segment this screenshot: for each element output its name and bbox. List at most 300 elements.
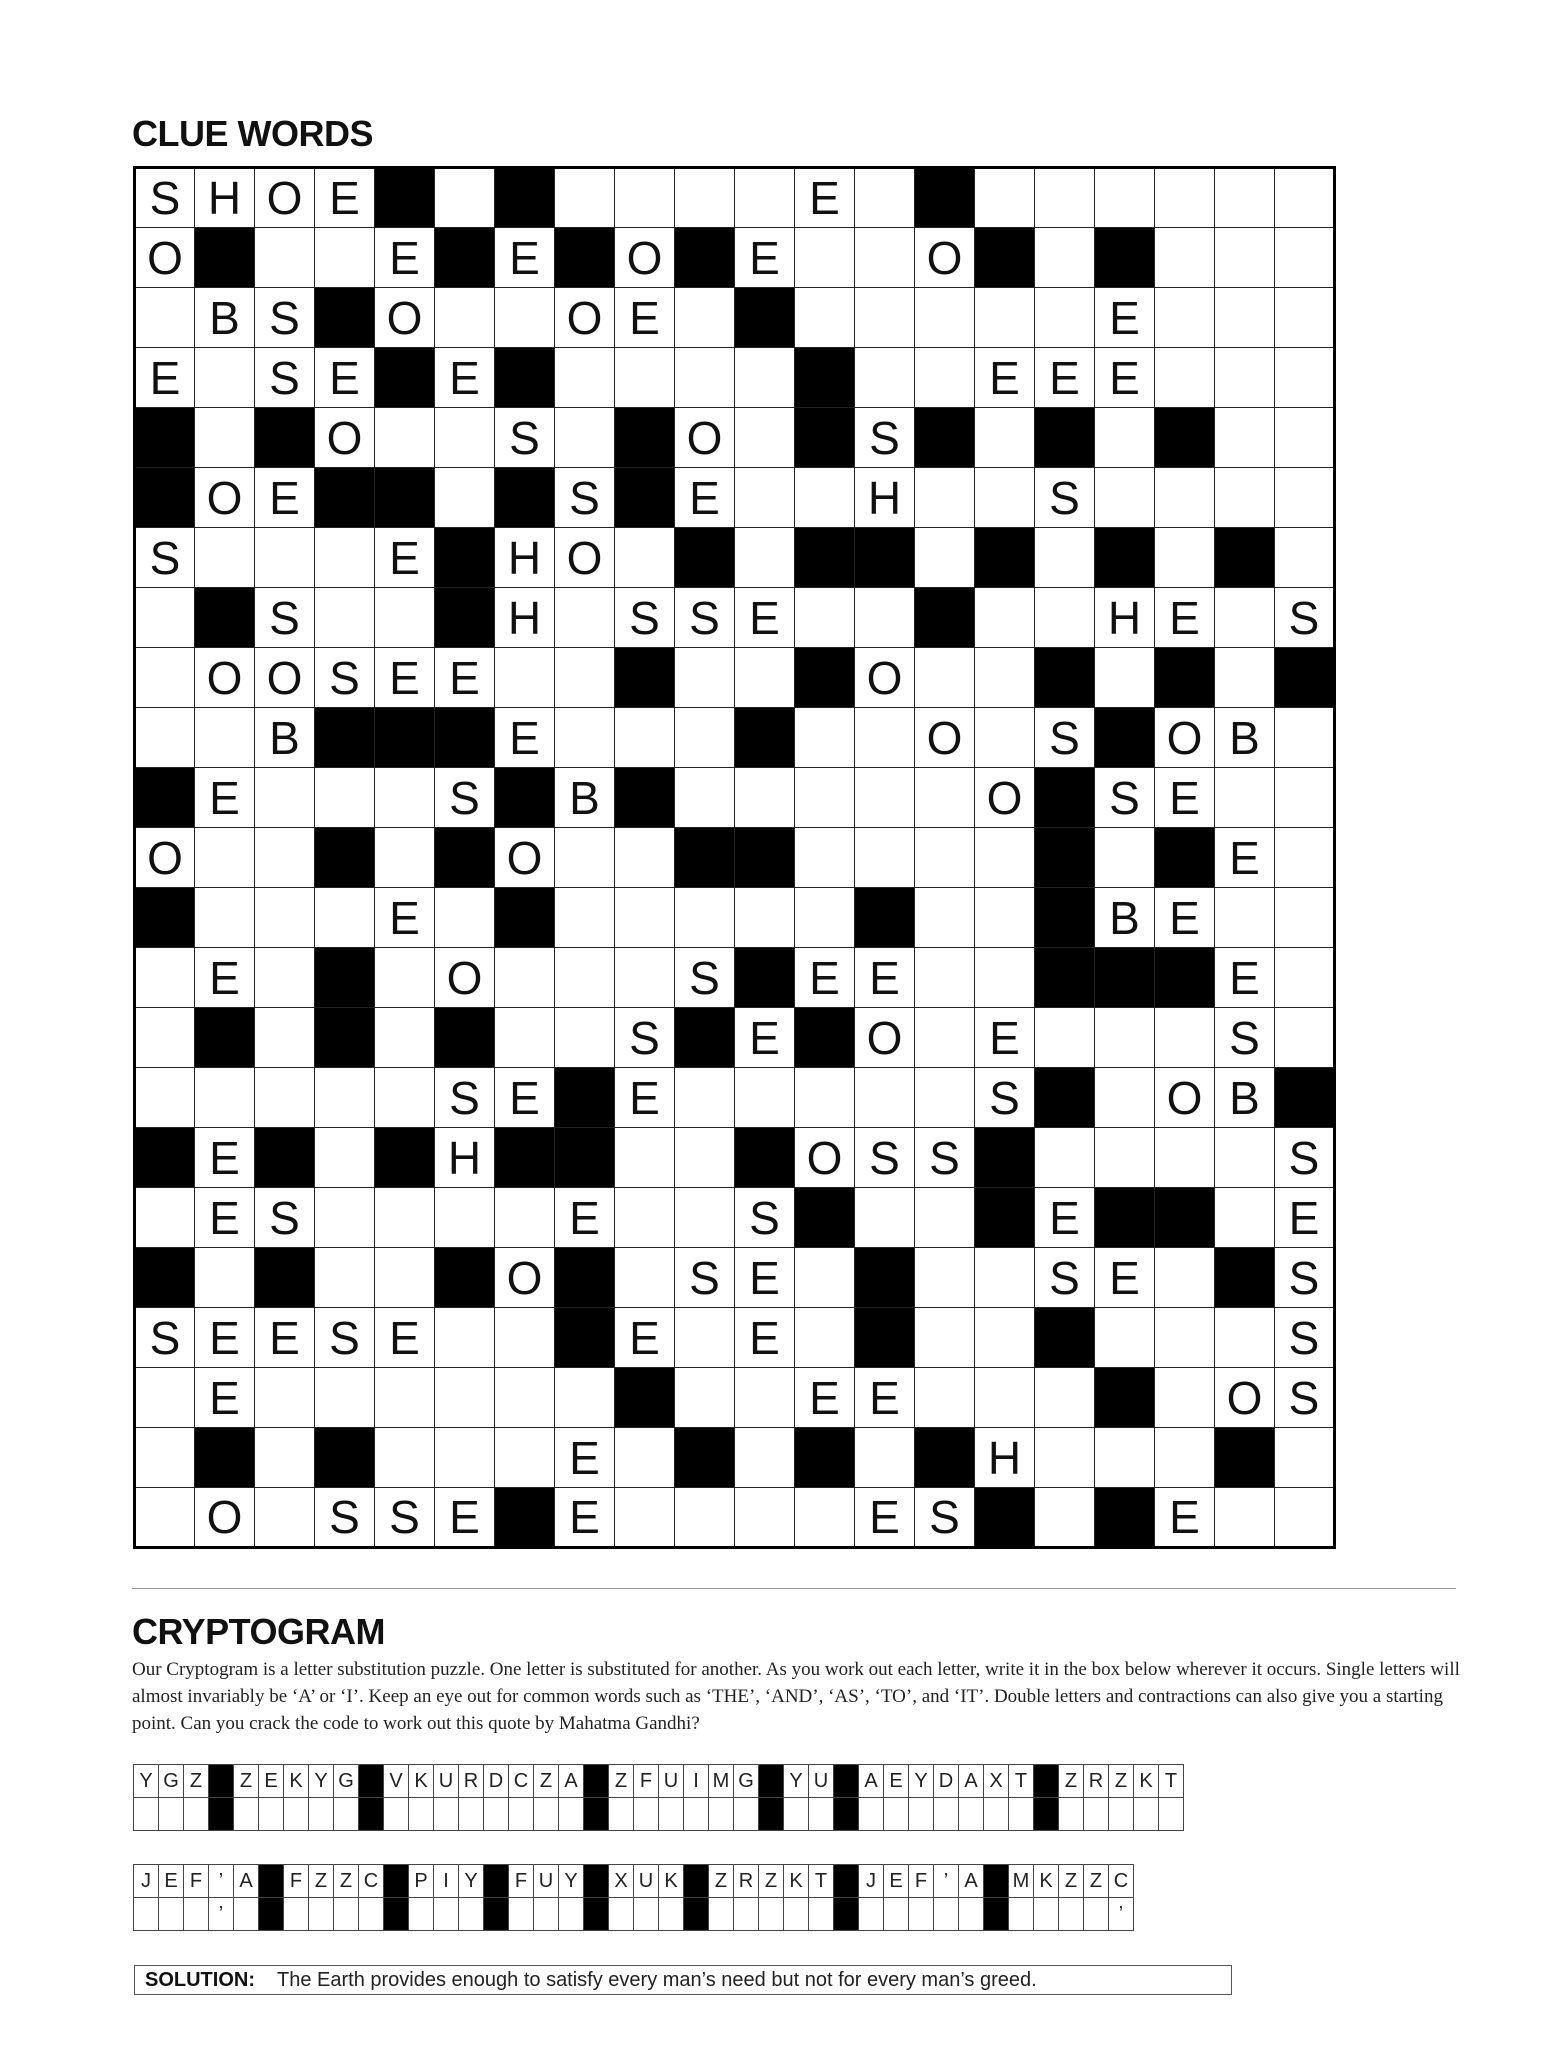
grid-cell[interactable] <box>915 1008 975 1068</box>
grid-cell[interactable] <box>255 1368 315 1428</box>
answer-cell[interactable] <box>184 1798 209 1831</box>
grid-cell[interactable] <box>795 1488 855 1548</box>
grid-cell[interactable] <box>375 408 435 468</box>
grid-cell[interactable] <box>615 828 675 888</box>
grid-cell[interactable] <box>1035 1008 1095 1068</box>
grid-cell[interactable] <box>855 228 915 288</box>
grid-cell[interactable]: E <box>435 348 495 408</box>
grid-cell[interactable]: E <box>1095 348 1155 408</box>
grid-cell[interactable]: S <box>135 528 195 588</box>
grid-cell[interactable] <box>1275 888 1335 948</box>
grid-cell[interactable] <box>915 528 975 588</box>
grid-cell[interactable] <box>1035 1488 1095 1548</box>
grid-cell[interactable] <box>1275 828 1335 888</box>
grid-cell[interactable] <box>555 1368 615 1428</box>
grid-cell[interactable] <box>375 1068 435 1128</box>
grid-cell[interactable]: O <box>135 228 195 288</box>
grid-cell[interactable] <box>435 888 495 948</box>
grid-cell[interactable] <box>375 948 435 1008</box>
grid-cell[interactable]: B <box>195 288 255 348</box>
answer-cell[interactable] <box>359 1898 384 1931</box>
grid-cell[interactable] <box>555 588 615 648</box>
grid-cell[interactable] <box>975 1368 1035 1428</box>
grid-cell[interactable] <box>375 1428 435 1488</box>
grid-cell[interactable] <box>315 1188 375 1248</box>
answer-cell[interactable] <box>809 1898 834 1931</box>
answer-cell[interactable] <box>434 1798 459 1831</box>
grid-cell[interactable]: O <box>495 1248 555 1308</box>
grid-cell[interactable] <box>975 588 1035 648</box>
grid-cell[interactable]: O <box>795 1128 855 1188</box>
answer-cell[interactable] <box>1059 1798 1084 1831</box>
grid-cell[interactable] <box>675 1128 735 1188</box>
grid-cell[interactable]: S <box>1275 1308 1335 1368</box>
grid-cell[interactable] <box>975 1248 1035 1308</box>
answer-cell[interactable] <box>334 1798 359 1831</box>
grid-cell[interactable]: B <box>555 768 615 828</box>
grid-cell[interactable]: E <box>795 1368 855 1428</box>
answer-cell[interactable] <box>1084 1898 1109 1931</box>
answer-cell[interactable] <box>884 1898 909 1931</box>
grid-cell[interactable]: E <box>435 1488 495 1548</box>
grid-cell[interactable] <box>795 708 855 768</box>
grid-cell[interactable]: S <box>435 1068 495 1128</box>
grid-cell[interactable] <box>915 768 975 828</box>
grid-cell[interactable] <box>375 588 435 648</box>
grid-cell[interactable]: O <box>975 768 1035 828</box>
grid-cell[interactable] <box>555 408 615 468</box>
grid-cell[interactable]: E <box>255 468 315 528</box>
grid-cell[interactable] <box>555 348 615 408</box>
grid-cell[interactable]: E <box>555 1428 615 1488</box>
grid-cell[interactable] <box>855 828 915 888</box>
grid-cell[interactable]: S <box>255 288 315 348</box>
grid-cell[interactable] <box>975 1308 1035 1368</box>
grid-cell[interactable] <box>735 1368 795 1428</box>
grid-cell[interactable] <box>1275 228 1335 288</box>
grid-cell[interactable]: E <box>495 228 555 288</box>
grid-cell[interactable] <box>1095 648 1155 708</box>
grid-cell[interactable] <box>495 948 555 1008</box>
grid-cell[interactable]: S <box>855 1128 915 1188</box>
grid-cell[interactable] <box>1275 348 1335 408</box>
answer-cell[interactable] <box>659 1898 684 1931</box>
grid-cell[interactable] <box>315 228 375 288</box>
grid-cell[interactable] <box>135 288 195 348</box>
grid-cell[interactable]: E <box>195 1188 255 1248</box>
grid-cell[interactable] <box>915 1248 975 1308</box>
answer-cell[interactable] <box>609 1798 634 1831</box>
answer-cell[interactable] <box>959 1798 984 1831</box>
grid-cell[interactable] <box>1275 468 1335 528</box>
answer-cell[interactable] <box>1109 1798 1134 1831</box>
grid-cell[interactable] <box>315 1068 375 1128</box>
grid-cell[interactable]: S <box>555 468 615 528</box>
answer-cell[interactable] <box>384 1798 409 1831</box>
grid-cell[interactable] <box>615 948 675 1008</box>
grid-cell[interactable] <box>735 648 795 708</box>
answer-cell[interactable] <box>409 1798 434 1831</box>
grid-cell[interactable] <box>195 408 255 468</box>
answer-cell[interactable] <box>1134 1798 1159 1831</box>
grid-cell[interactable] <box>495 1008 555 1068</box>
grid-cell[interactable]: S <box>255 588 315 648</box>
grid-cell[interactable]: E <box>495 1068 555 1128</box>
grid-cell[interactable]: O <box>675 408 735 468</box>
grid-cell[interactable] <box>555 828 615 888</box>
grid-cell[interactable] <box>1155 348 1215 408</box>
grid-cell[interactable]: O <box>1155 1068 1215 1128</box>
grid-cell[interactable] <box>855 708 915 768</box>
grid-cell[interactable] <box>1215 228 1275 288</box>
grid-cell[interactable] <box>1215 348 1275 408</box>
grid-cell[interactable]: O <box>1155 708 1215 768</box>
grid-cell[interactable] <box>255 828 315 888</box>
grid-cell[interactable]: O <box>375 288 435 348</box>
grid-cell[interactable]: E <box>195 948 255 1008</box>
grid-cell[interactable]: S <box>375 1488 435 1548</box>
grid-cell[interactable] <box>795 588 855 648</box>
grid-cell[interactable]: S <box>1035 468 1095 528</box>
grid-cell[interactable] <box>975 708 1035 768</box>
grid-cell[interactable]: O <box>495 828 555 888</box>
answer-cell[interactable] <box>1084 1798 1109 1831</box>
grid-cell[interactable] <box>315 768 375 828</box>
grid-cell[interactable] <box>1275 1428 1335 1488</box>
grid-cell[interactable] <box>1095 468 1155 528</box>
answer-cell[interactable] <box>634 1898 659 1931</box>
grid-cell[interactable] <box>435 1188 495 1248</box>
grid-cell[interactable]: E <box>1155 768 1215 828</box>
grid-cell[interactable] <box>735 1488 795 1548</box>
grid-cell[interactable] <box>195 828 255 888</box>
grid-cell[interactable] <box>375 1008 435 1068</box>
grid-cell[interactable] <box>615 348 675 408</box>
answer-cell[interactable] <box>859 1898 884 1931</box>
answer-cell[interactable] <box>509 1798 534 1831</box>
answer-cell[interactable] <box>234 1898 259 1931</box>
answer-cell[interactable] <box>284 1798 309 1831</box>
grid-cell[interactable]: S <box>735 1188 795 1248</box>
grid-cell[interactable] <box>795 228 855 288</box>
grid-cell[interactable] <box>555 168 615 228</box>
grid-cell[interactable] <box>195 348 255 408</box>
grid-cell[interactable]: S <box>1215 1008 1275 1068</box>
grid-cell[interactable] <box>615 1128 675 1188</box>
grid-cell[interactable] <box>1155 1368 1215 1428</box>
grid-cell[interactable] <box>615 708 675 768</box>
grid-cell[interactable] <box>315 1368 375 1428</box>
grid-cell[interactable] <box>1155 1308 1215 1368</box>
answer-cell[interactable] <box>709 1898 734 1931</box>
grid-cell[interactable] <box>975 948 1035 1008</box>
grid-cell[interactable] <box>675 348 735 408</box>
grid-cell[interactable]: S <box>255 348 315 408</box>
grid-cell[interactable] <box>1215 588 1275 648</box>
grid-cell[interactable]: S <box>1275 1128 1335 1188</box>
grid-cell[interactable] <box>315 888 375 948</box>
grid-cell[interactable]: O <box>435 948 495 1008</box>
grid-cell[interactable] <box>915 1368 975 1428</box>
grid-cell[interactable]: S <box>675 1248 735 1308</box>
answer-cell[interactable] <box>659 1798 684 1831</box>
grid-cell[interactable]: S <box>1035 1248 1095 1308</box>
grid-cell[interactable] <box>735 1068 795 1128</box>
grid-cell[interactable]: O <box>915 708 975 768</box>
grid-cell[interactable] <box>135 948 195 1008</box>
grid-cell[interactable] <box>915 1308 975 1368</box>
grid-cell[interactable]: E <box>195 1128 255 1188</box>
grid-cell[interactable] <box>1215 408 1275 468</box>
answer-cell[interactable] <box>934 1798 959 1831</box>
grid-cell[interactable] <box>795 828 855 888</box>
grid-cell[interactable]: S <box>1095 768 1155 828</box>
answer-cell[interactable] <box>909 1798 934 1831</box>
grid-cell[interactable] <box>375 1368 435 1428</box>
grid-cell[interactable] <box>1035 228 1095 288</box>
grid-cell[interactable] <box>1035 168 1095 228</box>
grid-cell[interactable] <box>135 1068 195 1128</box>
grid-cell[interactable]: B <box>1095 888 1155 948</box>
grid-cell[interactable] <box>1095 408 1155 468</box>
grid-cell[interactable] <box>435 468 495 528</box>
answer-cell[interactable] <box>734 1898 759 1931</box>
grid-cell[interactable]: S <box>1275 1248 1335 1308</box>
grid-cell[interactable]: E <box>735 228 795 288</box>
grid-cell[interactable]: O <box>615 228 675 288</box>
grid-cell[interactable] <box>1215 768 1275 828</box>
grid-cell[interactable] <box>615 888 675 948</box>
grid-cell[interactable] <box>375 828 435 888</box>
grid-cell[interactable] <box>315 528 375 588</box>
grid-cell[interactable] <box>375 768 435 828</box>
grid-cell[interactable]: E <box>855 948 915 1008</box>
answer-cell[interactable] <box>459 1798 484 1831</box>
grid-cell[interactable] <box>975 288 1035 348</box>
answer-cell[interactable] <box>909 1898 934 1931</box>
grid-cell[interactable] <box>1275 1008 1335 1068</box>
grid-cell[interactable] <box>615 1248 675 1308</box>
grid-cell[interactable] <box>615 528 675 588</box>
grid-cell[interactable]: E <box>855 1368 915 1428</box>
grid-cell[interactable]: S <box>315 1488 375 1548</box>
grid-cell[interactable]: O <box>255 168 315 228</box>
grid-cell[interactable]: S <box>1275 588 1335 648</box>
grid-cell[interactable] <box>1155 1428 1215 1488</box>
grid-cell[interactable] <box>135 1488 195 1548</box>
answer-cell[interactable] <box>609 1898 634 1931</box>
grid-cell[interactable] <box>1095 1068 1155 1128</box>
grid-cell[interactable]: E <box>735 1248 795 1308</box>
answer-cell[interactable] <box>409 1898 434 1931</box>
answer-cell[interactable] <box>309 1898 334 1931</box>
grid-cell[interactable] <box>255 1008 315 1068</box>
answer-cell[interactable] <box>1059 1898 1084 1931</box>
grid-cell[interactable]: O <box>1215 1368 1275 1428</box>
grid-cell[interactable] <box>195 1248 255 1308</box>
grid-cell[interactable] <box>435 408 495 468</box>
grid-cell[interactable] <box>915 1188 975 1248</box>
grid-cell[interactable]: S <box>675 948 735 1008</box>
grid-cell[interactable] <box>555 948 615 1008</box>
grid-cell[interactable] <box>135 1368 195 1428</box>
grid-cell[interactable] <box>1095 1008 1155 1068</box>
grid-cell[interactable] <box>255 228 315 288</box>
grid-cell[interactable] <box>1155 168 1215 228</box>
grid-cell[interactable] <box>795 1248 855 1308</box>
grid-cell[interactable] <box>615 168 675 228</box>
grid-cell[interactable] <box>135 1428 195 1488</box>
grid-cell[interactable]: E <box>375 648 435 708</box>
grid-cell[interactable] <box>1155 1008 1215 1068</box>
grid-cell[interactable]: E <box>855 1488 915 1548</box>
grid-cell[interactable] <box>795 1068 855 1128</box>
grid-cell[interactable] <box>255 1488 315 1548</box>
grid-cell[interactable] <box>855 768 915 828</box>
answer-cell[interactable] <box>959 1898 984 1931</box>
grid-cell[interactable] <box>675 288 735 348</box>
grid-cell[interactable]: E <box>315 168 375 228</box>
grid-cell[interactable]: S <box>615 1008 675 1068</box>
grid-cell[interactable] <box>495 288 555 348</box>
answer-cell[interactable] <box>1009 1898 1034 1931</box>
grid-cell[interactable]: E <box>555 1188 615 1248</box>
grid-cell[interactable]: S <box>495 408 555 468</box>
grid-cell[interactable] <box>1275 948 1335 1008</box>
grid-cell[interactable]: B <box>255 708 315 768</box>
grid-cell[interactable] <box>1215 468 1275 528</box>
grid-cell[interactable]: S <box>1275 1368 1335 1428</box>
grid-cell[interactable] <box>195 888 255 948</box>
answer-cell[interactable] <box>634 1798 659 1831</box>
grid-cell[interactable] <box>255 888 315 948</box>
grid-cell[interactable] <box>495 1368 555 1428</box>
grid-cell[interactable] <box>855 288 915 348</box>
grid-cell[interactable]: O <box>195 468 255 528</box>
grid-cell[interactable]: O <box>555 528 615 588</box>
grid-cell[interactable]: E <box>795 168 855 228</box>
answer-cell[interactable] <box>759 1898 784 1931</box>
grid-cell[interactable] <box>795 468 855 528</box>
grid-cell[interactable] <box>975 648 1035 708</box>
grid-cell[interactable] <box>855 168 915 228</box>
grid-cell[interactable]: S <box>915 1488 975 1548</box>
grid-cell[interactable]: S <box>435 768 495 828</box>
grid-cell[interactable]: E <box>195 1308 255 1368</box>
grid-cell[interactable]: E <box>1095 288 1155 348</box>
grid-cell[interactable] <box>735 168 795 228</box>
grid-cell[interactable] <box>1095 1308 1155 1368</box>
grid-cell[interactable] <box>795 1308 855 1368</box>
answer-cell[interactable] <box>559 1898 584 1931</box>
grid-cell[interactable]: E <box>615 288 675 348</box>
answer-cell[interactable] <box>1159 1798 1184 1831</box>
grid-cell[interactable] <box>315 588 375 648</box>
grid-cell[interactable] <box>735 768 795 828</box>
answer-cell[interactable] <box>534 1898 559 1931</box>
answer-cell[interactable] <box>684 1798 709 1831</box>
grid-cell[interactable] <box>1275 708 1335 768</box>
grid-cell[interactable]: E <box>675 468 735 528</box>
grid-cell[interactable] <box>1215 1488 1275 1548</box>
grid-cell[interactable]: S <box>675 588 735 648</box>
grid-cell[interactable] <box>675 1188 735 1248</box>
grid-cell[interactable] <box>975 168 1035 228</box>
grid-cell[interactable]: E <box>195 768 255 828</box>
answer-cell[interactable] <box>984 1798 1009 1831</box>
answer-cell[interactable] <box>859 1798 884 1831</box>
answer-cell[interactable] <box>184 1898 209 1931</box>
answer-cell[interactable] <box>459 1898 484 1931</box>
grid-cell[interactable] <box>915 888 975 948</box>
grid-cell[interactable] <box>495 648 555 708</box>
grid-cell[interactable] <box>495 1188 555 1248</box>
answer-cell[interactable] <box>309 1798 334 1831</box>
grid-cell[interactable]: S <box>135 1308 195 1368</box>
grid-cell[interactable] <box>195 1068 255 1128</box>
grid-cell[interactable]: H <box>195 168 255 228</box>
grid-cell[interactable]: E <box>1095 1248 1155 1308</box>
grid-cell[interactable] <box>1215 288 1275 348</box>
grid-cell[interactable] <box>675 648 735 708</box>
grid-cell[interactable]: E <box>1275 1188 1335 1248</box>
grid-cell[interactable] <box>1275 768 1335 828</box>
grid-cell[interactable] <box>435 288 495 348</box>
grid-cell[interactable]: E <box>735 1008 795 1068</box>
grid-cell[interactable] <box>915 648 975 708</box>
grid-cell[interactable]: H <box>435 1128 495 1188</box>
grid-cell[interactable] <box>1035 528 1095 588</box>
grid-cell[interactable] <box>735 468 795 528</box>
answer-cell[interactable] <box>809 1798 834 1831</box>
grid-cell[interactable] <box>615 1488 675 1548</box>
grid-cell[interactable] <box>1095 168 1155 228</box>
grid-cell[interactable]: E <box>735 588 795 648</box>
grid-cell[interactable] <box>975 408 1035 468</box>
grid-cell[interactable] <box>915 468 975 528</box>
grid-cell[interactable] <box>615 1188 675 1248</box>
grid-cell[interactable]: O <box>195 1488 255 1548</box>
answer-cell[interactable]: ’ <box>209 1898 234 1931</box>
grid-cell[interactable] <box>1035 588 1095 648</box>
grid-cell[interactable] <box>435 1368 495 1428</box>
grid-cell[interactable] <box>735 408 795 468</box>
grid-cell[interactable] <box>735 888 795 948</box>
grid-cell[interactable]: O <box>855 648 915 708</box>
grid-cell[interactable]: S <box>135 168 195 228</box>
answer-cell[interactable] <box>534 1798 559 1831</box>
grid-cell[interactable]: H <box>855 468 915 528</box>
grid-cell[interactable]: O <box>315 408 375 468</box>
grid-cell[interactable] <box>975 828 1035 888</box>
answer-cell[interactable] <box>1009 1798 1034 1831</box>
grid-cell[interactable] <box>375 1188 435 1248</box>
answer-cell[interactable] <box>284 1898 309 1931</box>
grid-cell[interactable]: E <box>1035 1188 1095 1248</box>
grid-cell[interactable]: H <box>495 528 555 588</box>
grid-cell[interactable]: E <box>375 228 435 288</box>
grid-cell[interactable] <box>435 1308 495 1368</box>
answer-cell[interactable] <box>484 1798 509 1831</box>
grid-cell[interactable] <box>1155 528 1215 588</box>
grid-cell[interactable] <box>735 528 795 588</box>
grid-cell[interactable] <box>1095 828 1155 888</box>
answer-cell[interactable] <box>1034 1898 1059 1931</box>
grid-cell[interactable] <box>495 1308 555 1368</box>
grid-cell[interactable]: E <box>1215 828 1275 888</box>
grid-cell[interactable] <box>495 1428 555 1488</box>
grid-cell[interactable] <box>255 948 315 1008</box>
